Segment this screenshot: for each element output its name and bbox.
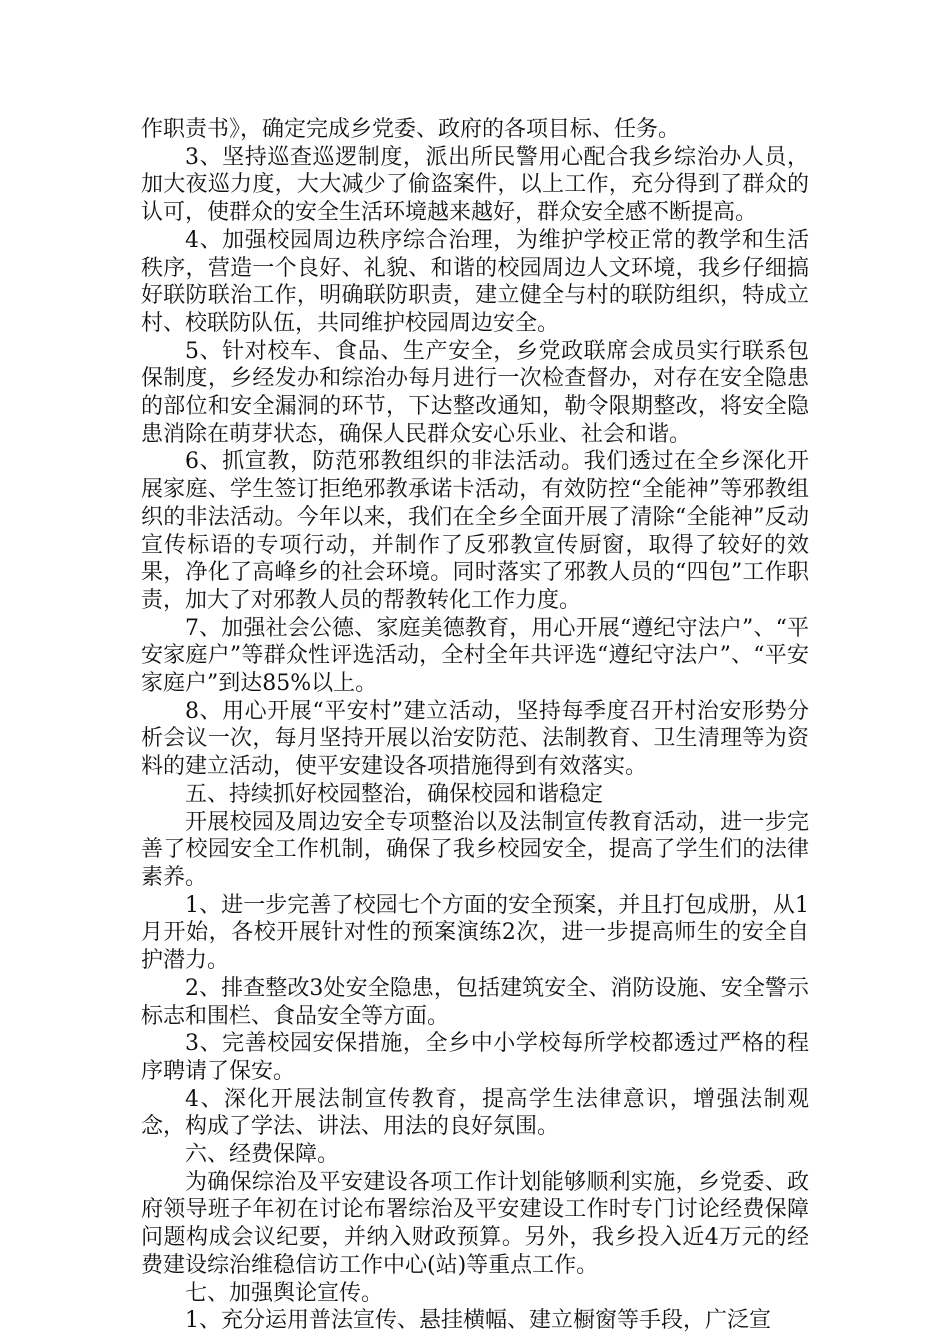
- section-heading-6: 六、经费保障。: [185, 1142, 340, 1168]
- paragraph-campus-item-3: 3、完善校园安保措施，全乡中小学校每所学校都透过严格的程序聘请了保安。: [141, 1031, 809, 1084]
- paragraph-item-6-anti-cult: 6、抓宣教，防范邪教组织的非法活动。我们透过在全乡深化开展家庭、学生签订拒绝邪教承诺卡活动，有效防控“全能神”等邪教组织的非法活动。今年以来，我们在全乡全面开展了清除“全能神”反动宣传标语的专项行动，并制作了反邪教宣传厨窗，取得了较好的效果，净化了高峰乡的社会环境。同时落实了邪教人员的“四包”工作职责，加大了对邪教人员的帮教转化工作力度。: [141, 449, 809, 613]
- paragraph-publicity-item-1: 1、充分运用普法宣传、悬挂横幅、建立橱窗等手段，广泛宣: [185, 1308, 771, 1334]
- paragraph-item-5-safety-inspection: 5、针对校车、食品、生产安全，乡党政联席会成员实行联系包保制度，乡经发办和综治办每月进行一次检查督办，对存在安全隐患的部位和安全漏洞的环节，下达整改通知，勒令限期整改，将安全隐患消除在萌芽状态，确保人民群众安心乐业、社会和谐。: [141, 338, 809, 447]
- paragraph-funding: 为确保综治及平安建设各项工作计划能够顺利实施，乡党委、政府领导班子年初在讨论布署综治及平安建设工作时专门讨论经费保障问题构成会议纪要，并纳入财政预算。另外，我乡投入近4万元的经费建设综治维稳信访工作中心(站)等重点工作。: [141, 1169, 809, 1278]
- paragraph-item-3-patrol: 3、坚持巡查巡逻制度，派出所民警用心配合我乡综治办人员，加大夜巡力度，大大减少了偷盗案件，以上工作，充分得到了群众的认可，使群众的安全生活环境越来越好，群众安全感不断提高。: [141, 144, 809, 226]
- paragraph-item-8-safe-village: 8、用心开展“平安村”建立活动，坚持每季度召开村治安形势分析会议一次，每月坚持开展以治安防范、法制教育、卫生清理等为资料的建立活动，使平安建设各项措施得到有效落实。: [141, 698, 809, 780]
- paragraph-continuation: 作职责书》，确定完成乡党委、政府的各项目标、任务。: [141, 117, 681, 142]
- paragraph-campus-item-2: 2、排查整改3处安全隐患，包括建筑安全、消防设施、安全警示标志和围栏、食品安全等方面。: [141, 975, 809, 1029]
- paragraph-campus-item-4: 4、深化开展法制宣传教育，提高学生法律意识，增强法制观念，构成了学法、讲法、用法的良好氛围。: [141, 1086, 809, 1140]
- paragraph-campus-item-1: 1、进一步完善了校园七个方面的安全预案，并且打包成册，从1月开始，各校开展针对性的预案演练2次，进一步提高师生的安全自护潜力。: [141, 892, 809, 974]
- section-heading-7: 七、加强舆论宣传。: [185, 1280, 384, 1306]
- paragraph-item-4-campus-surroundings: 4、加强校园周边秩序综合治理，为维护学校正常的教学和生活秩序，营造一个良好、礼貌、和谐的校园周边人文环境，我乡仔细搞好联防联治工作，明确联防职责，建立健全与村的联防组织，特成立村、校联防队伍，共同维护校园周边安全。: [141, 227, 809, 336]
- paragraph-campus-rectification: 开展校园及周边安全专项整治以及法制宣传教育活动，进一步完善了校园安全工作机制，确保了我乡校园安全，提高了学生们的法律素养。: [141, 809, 809, 890]
- paragraph-item-7-morality-education: 7、加强社会公德、家庭美德教育，用心开展“遵纪守法户”、“平安家庭户”等群众性评选活动，全村全年共评选“遵纪守法户”、“平安家庭户”到达85%以上。: [141, 615, 809, 697]
- section-heading-5: 五、持续抓好校园整治，确保校园和谐稳定: [185, 781, 604, 807]
- document-body: [141, 116, 809, 1335]
